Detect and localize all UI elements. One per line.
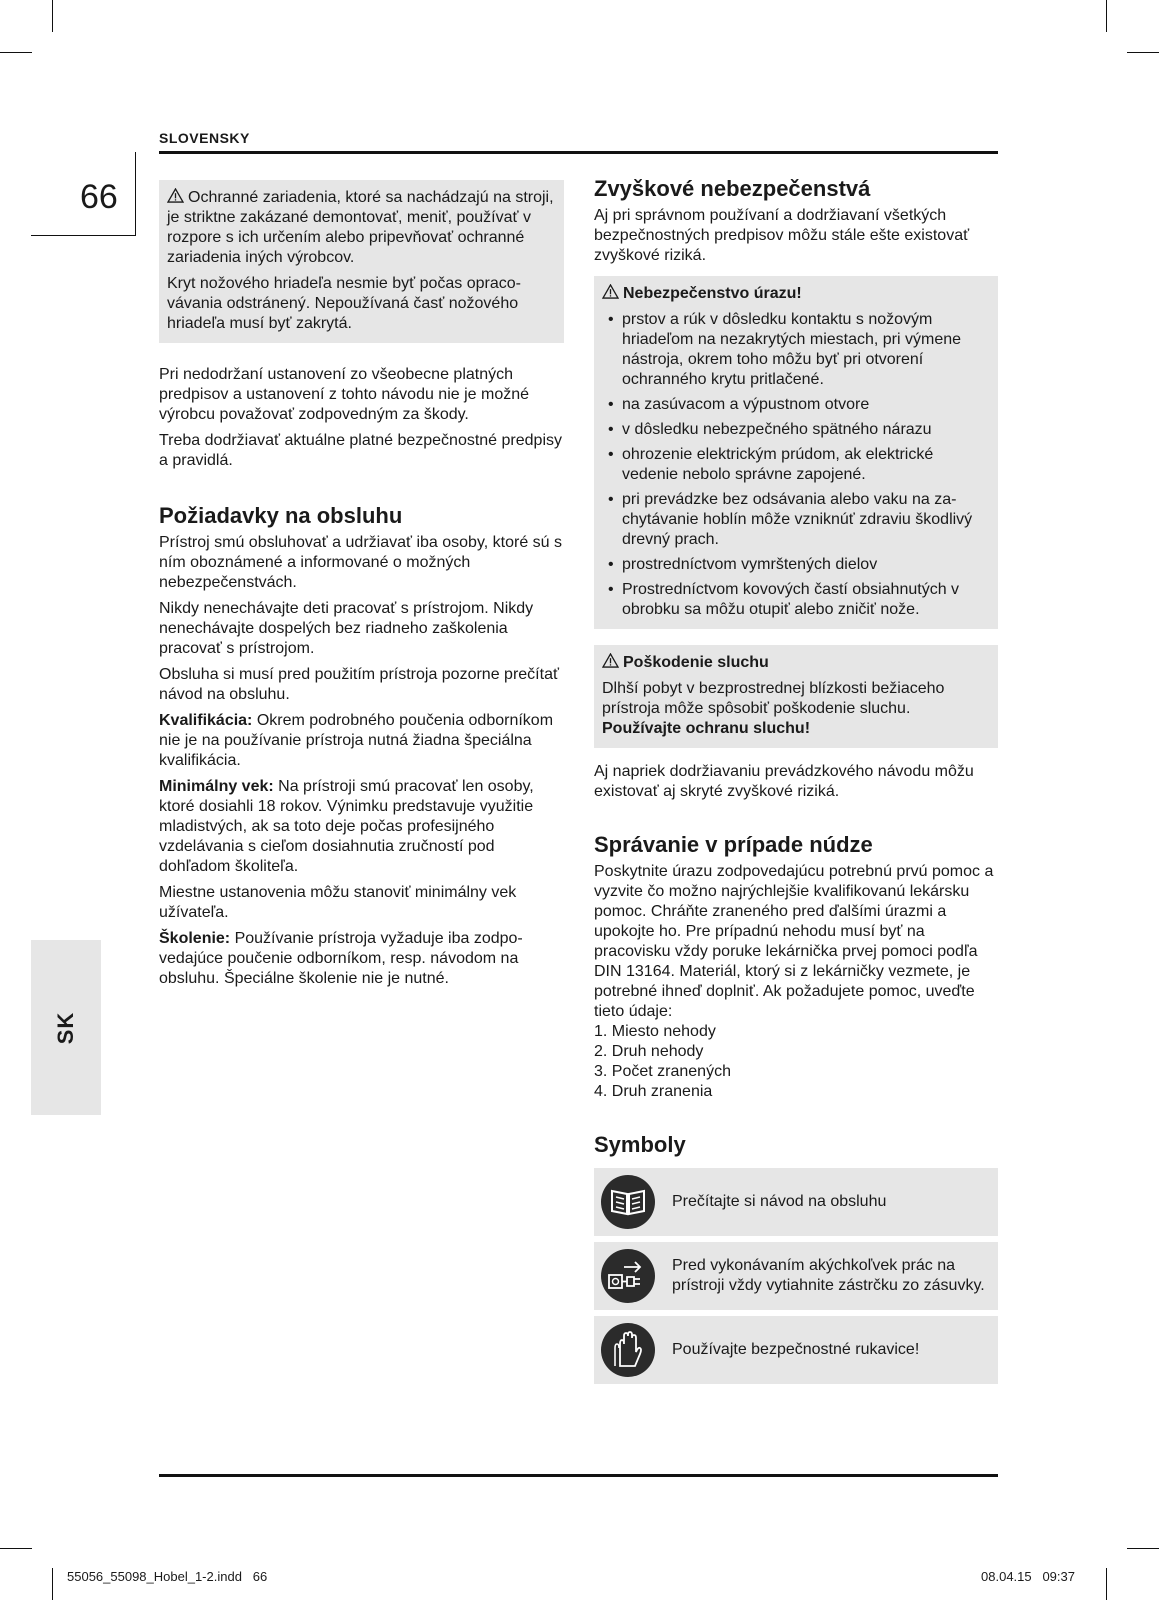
paragraph: Pri nedodržaní ustanovení zo všeobecne platných predpisov a ustanovení z tohto návodu nie je možné výrobcu považovať zodpovedným za škody. [159,366,530,423]
footer-datetime: 08.04.15 09:37 [981,1569,1075,1584]
injury-list [602,310,990,620]
injury-box-title: Nebezpečenstvo úrazu! [602,284,990,304]
language-side-tab [31,940,101,1115]
paragraph: Aj pri správnom používaní a dodržiavaní všetkých bezpečnostných predpisov môžu stále ešte existovať zvyškové riziká. [594,207,970,264]
right-column [594,176,998,1390]
symbol-row [594,1242,998,1310]
crop-mark [1106,0,1107,32]
hearing-bold: Používajte ochranu sluchu! [602,720,811,737]
language-header: SLOVENSKY [159,130,250,146]
side-tab-label: SK [53,1011,78,1044]
list-item: • prstov a rúk v dôsledku kontaktu s nožovým hriadeľom na nezakrytých miestach, pri výmene nástroja, okrem toho môžu byť pri otvorení ochranného krytu pritlačené. [602,310,990,390]
list-item: • Prostredníctvom kovových častí obsiahnutých v obrobku sa môžu otupiť alebo zničiť nože. [602,580,990,620]
symbol-text: Používajte bezpečnostné rukavice! [672,1341,920,1358]
footer-file: 55056_55098_Hobel_1-2.indd 66 [67,1569,268,1584]
warning-box [159,180,564,343]
symbol-row [594,1168,998,1236]
list-item: • na zasúvacom a výpustnom otvore [602,395,990,415]
hearing-box [594,645,998,748]
hearing-text: Dlhší pobyt v bezprostrednej blízkosti bežiaceho prístroja môže spôsobiť poškodenie sluchu. [602,680,945,717]
warning-paragraph: Ochranné zariadenia, ktoré sa nachádzajú na stroji, je striktne zakázané demontovať, meniť, používať v rozpore s ich určením alebo pripevňovať ochranné zariadenia iných výrobcov. [167,189,554,266]
crop-mark [1127,1548,1159,1549]
hearing-box-title: Poškodenie sluchu [602,653,990,673]
warning-paragraph: Kryt nožového hriadeľa nesmie byť počas opracovávania odstránený. Nepoužívaná časť nožového hriadeľa musí byť zakrytá. [167,275,521,332]
list-item: • pri prevádzke bez odsávania alebo vaku na zachytávanie hoblín môže vzniknúť zdraviu škodlivý drevný prach. [602,490,990,550]
symbol-row [594,1316,998,1384]
gloves-icon [600,1322,656,1378]
paragraph: Obsluha si musí pred použitím prístroja pozorne prečítať návod na obsluhu. [159,666,559,703]
footer-rule [159,1474,998,1477]
section-title: Symboly [594,1132,686,1157]
section-title: Zvyškové nebezpečenstvá [594,176,871,201]
warning-icon [602,653,619,668]
training-paragraph: Školenie: Používanie prístroja vyžaduje iba zodpovedajúce poučenie odborníkom, resp. návodom na obsluhu. Špeciálne školenie nie je nutné. [159,930,523,987]
list-item: 3. Počet zranených [594,1063,731,1080]
symbol-text: Prečítajte si návod na obsluhu [672,1193,887,1210]
warning-icon [167,188,184,203]
paragraph: Poskytnite úrazu zodpovedajúcu potrebnú prvú pomoc a vyzvite čo možno najrýchlejšie kvalifikovanú lekársku pomoc. Chráňte zraneného pred ďalšími úrazmi a upokojte ho. Pre prípadnú nehodu musí byť na pracovisku vždy poruke lekárnička prvej pomoci podľa DIN 13164. Materiál, ktorý si z lekárničky vezmete, je potrebné ihneď doplniť. Ak požadujete pomoc, uveďte tieto údaje: [594,863,994,1020]
crop-mark [1127,52,1159,53]
list-item: • v dôsledku nebezpečného spätného nárazu [602,420,990,440]
crop-mark [52,0,53,32]
book-icon [600,1174,656,1230]
injury-box [594,276,998,629]
paragraph: Nikdy nenechávajte deti pracovať s prístrojom. Nikdy nenechávajte dospelých bez riadneho zaškolenia pracovať s prístrojom. [159,600,534,657]
left-column [159,180,564,995]
symbol-text: Pred vykonávaním akýchkoľvek prác na prístroji vždy vytiahnite zástrčku zo zásuvky. [672,1257,985,1294]
header-rule [159,151,998,154]
section-title: Správanie v prípade núdze [594,832,873,857]
min-age-paragraph: Minimálny vek: Na prístroji smú pracovať len osoby, ktoré dosiahli 18 rokov. Výnimku predstavuje využitie mladistvých, ak sa toto deje počas profesijného vzdelávania s cieľom dosiahnutia zručností pod dohľadom školiteľa. [159,778,534,875]
emergency-list [594,1022,998,1102]
list-item: 1. Miesto nehody [594,1023,716,1040]
paragraph: Miestne ustanovenia môžu stanoviť minimálny vek užívateľa. [159,884,517,921]
warning-icon [602,284,619,299]
crop-mark [1106,1568,1107,1600]
page-number: 66 [80,178,118,216]
unplug-icon [600,1248,656,1304]
paragraph: Prístroj smú obsluhovať a udržiavať iba osoby, ktoré sú s ním oboznámené a informované o možných nebezpečenstvách. [159,534,562,591]
list-item: • prostredníctvom vymrštených dielov [602,555,990,575]
paragraph: Treba dodržiavať aktuálne platné bezpečnostné predpisy a pravidlá. [159,432,562,469]
crop-mark [0,1548,32,1549]
list-item: 4. Druh zranenia [594,1083,713,1100]
paragraph: Aj napriek dodržiavaniu prevádzkového návodu môžu existovať aj skryté zvyškové riziká. [594,763,974,800]
list-item: 2. Druh nehody [594,1043,704,1060]
list-item: • ohrozenie elektrickým prúdom, ak elektrické vedenie nebolo správne zapojené. [602,445,990,485]
crop-mark [52,1568,53,1600]
qualification-paragraph: Kvalifikácia: Okrem podrobného poučenia odborníkom nie je na používanie prístroja nutná žiadna špeciálna kvalifikácia. [159,712,554,769]
section-title: Požiadavky na obsluhu [159,503,403,528]
crop-mark [0,52,32,53]
